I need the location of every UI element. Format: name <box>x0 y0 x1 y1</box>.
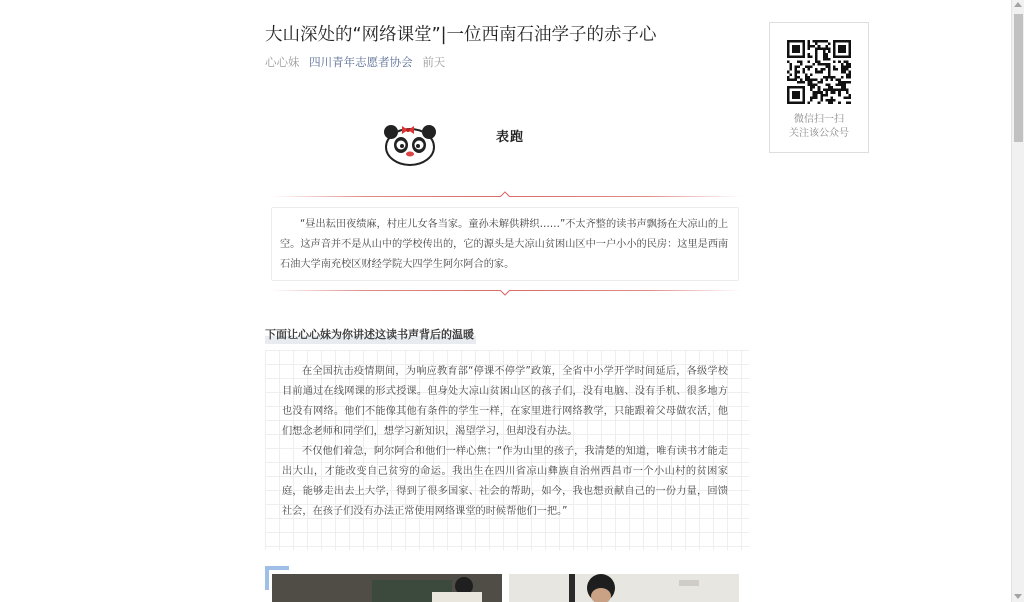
qr-code-icon[interactable] <box>787 40 851 104</box>
scroll-up-arrow-icon[interactable] <box>1014 2 1022 7</box>
qr-code-card <box>769 22 869 153</box>
author-name: 心心妹 <box>265 55 300 69</box>
scrollbar-thumb[interactable] <box>1014 14 1023 142</box>
scroll-down-arrow-icon[interactable] <box>1014 594 1022 599</box>
article-meta <box>265 54 445 70</box>
qr-caption <box>770 113 868 141</box>
account-link[interactable]: 四川青年志愿者协会 <box>309 55 413 69</box>
article-title: 大山深处的“网络课堂”|一位西南石油学子的赤子心 <box>265 25 657 45</box>
article-body <box>282 362 728 522</box>
section-subheading: 下面让心心妹为你讲述这读书声背后的温暖 <box>265 326 476 344</box>
qr-caption-line: 微信扫一扫 <box>794 114 844 125</box>
body-paragraph: 在全国抗击疫情期间，为响应教育部“停课不停学”政策，全省中小学开学时间延后，各级学校目前通过在线网课的形式授课。但身处大凉山贫困山区的孩子们，没有电脑、没有手机、很多地方也没有网络。他们不能像其他有条件的学生一样，在家里进行网络教学，只能跟着父母做农活，他们想念老师和同学们，想学习新知识，渴望学习，但却没有办法。 <box>282 366 728 437</box>
student-photo <box>509 574 739 602</box>
classroom-photo <box>272 574 502 602</box>
publish-time: 前天 <box>422 55 446 69</box>
divider-notch-icon <box>500 290 510 296</box>
panda-mascot-icon <box>382 120 438 166</box>
page-scrollbar[interactable] <box>1011 0 1024 602</box>
divider-notch-icon <box>500 191 510 197</box>
qr-caption-line: 关注该公众号 <box>789 128 849 139</box>
body-paragraph: 不仅他们着急，阿尔阿合和他们一样心焦：“作为山里的孩子，我清楚的知道，唯有读书才能走出大山，才能改变自己贫穷的命运。我出生在四川省凉山彝族自治州西昌市一个小山村的贫困家庭，能够走出去上大学，得到了很多国家、社会的帮助，如今，我也想贡献自己的一份力量，回馈社会，在孩子们没有办法正常使用网络课堂的时候帮他们一把。” <box>282 446 728 517</box>
banner-text: 表跑 <box>496 130 525 145</box>
intro-quote: “昼出耘田夜绩麻，村庄儿女各当家。童孙未解供耕织……”不太齐整的读书声飘扬在大凉山的上空。这声音并不是从山中的学校传出的，它的源头是大凉山贫困山区中一户小小的民房：这里是西南石油大学南充校区财经学院大四学生阿尔阿合的家。 <box>271 207 739 281</box>
